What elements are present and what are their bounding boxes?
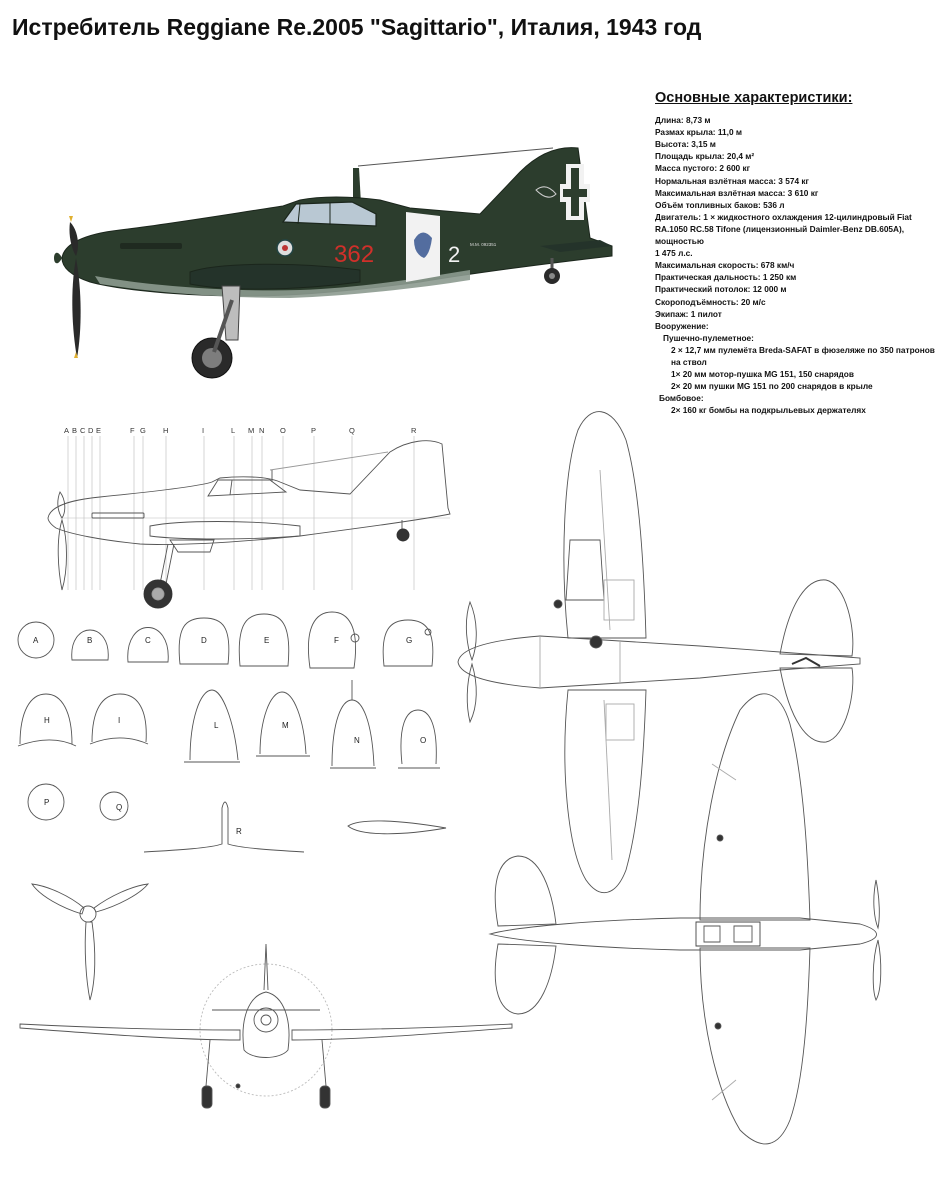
station-label-o: O bbox=[280, 426, 286, 435]
section-label-g: G bbox=[406, 636, 413, 645]
fuselage-number: 2 bbox=[448, 242, 461, 267]
bottom-view-drawing bbox=[490, 694, 881, 1144]
specifications-heading: Основные характеристики: bbox=[655, 90, 853, 106]
spec-empty-mass: Масса пустого: 2 600 кг bbox=[655, 163, 751, 174]
station-label-g: G bbox=[140, 426, 146, 435]
station-label-b: B bbox=[72, 426, 78, 435]
spec-armament: Вооружение: bbox=[655, 320, 709, 331]
spec-engine: Двигатель: 1 × жидкостного охлаждения 12-цилиндровый Fiat RA.1050 RC.58 Tifone (лицензионный Daimler-Benz DB.605A), мощностью bbox=[655, 211, 912, 247]
spec-max-speed: Максимальная скорость: 678 км/ч bbox=[655, 260, 795, 271]
section-label-d: D bbox=[201, 636, 207, 645]
station-label-f: F bbox=[130, 426, 135, 435]
spec-wing-area: Площадь крыла: 20,4 м² bbox=[655, 151, 755, 162]
propeller-front-view bbox=[32, 884, 148, 1000]
section-label-b: B bbox=[87, 636, 93, 645]
spec-wingspan: Размах крыла: 11,0 м bbox=[655, 127, 743, 138]
spec-max-takeoff-mass: Максимальная взлётная масса: 3 610 кг bbox=[655, 187, 819, 198]
section-label-i: I bbox=[118, 716, 121, 725]
section-label-m: M bbox=[282, 721, 289, 730]
spec-range: Практическая дальность: 1 250 км bbox=[655, 272, 797, 283]
side-view-drawing bbox=[48, 436, 450, 608]
station-label-h: H bbox=[163, 426, 169, 435]
serial-number: M.M. 092351 bbox=[470, 242, 497, 247]
front-view-drawing bbox=[20, 944, 512, 1108]
spec-fuel-volume: Объём топливных баков: 536 л bbox=[655, 199, 785, 210]
station-label-p: P bbox=[311, 426, 317, 435]
station-label-l: L bbox=[231, 426, 236, 435]
station-label-c: C bbox=[80, 426, 86, 435]
spec-bombs: 2× 160 кг бомбы на подкрыльевых держателях bbox=[671, 405, 866, 416]
section-label-n: N bbox=[354, 736, 360, 745]
section-label-o: O bbox=[420, 736, 427, 745]
spec-climb-rate: Скороподъёмность: 20 м/с bbox=[655, 296, 766, 307]
station-labels bbox=[64, 426, 417, 435]
station-label-a: A bbox=[64, 426, 70, 435]
section-label-c: C bbox=[145, 636, 151, 645]
spec-motor-cannon: 1× 20 мм мотор-пушка MG 151, 150 снарядов bbox=[671, 369, 854, 380]
station-label-n: N bbox=[259, 426, 265, 435]
section-label-a: A bbox=[33, 636, 39, 645]
top-view-drawing bbox=[458, 412, 860, 893]
station-label-e: E bbox=[96, 426, 102, 435]
spec-height: Высота: 3,15 м bbox=[655, 139, 716, 150]
spec-bomb-armament: Бомбовое: bbox=[659, 393, 704, 404]
spec-machine-guns: 2 × 12,7 мм пулемёта Breda-SAFAT в фюзеляже по 350 патронов на ствол bbox=[671, 344, 935, 367]
section-label-r: R bbox=[236, 827, 242, 836]
station-label-r: R bbox=[411, 426, 417, 435]
section-label-q: Q bbox=[116, 803, 123, 812]
spec-length: Длина: 8,73 м bbox=[655, 115, 711, 126]
station-label-i: I bbox=[202, 426, 205, 435]
spec-wing-cannons: 2× 20 мм пушки MG 151 по 200 снарядов в крыле bbox=[671, 381, 873, 392]
spec-crew: Экипаж: 1 пилот bbox=[655, 308, 722, 319]
section-label-l: L bbox=[214, 721, 219, 730]
page-title: Истребитель Reggiane Re.2005 "Sagittario", Италия, 1943 год bbox=[12, 14, 702, 40]
section-label-f: F bbox=[334, 636, 339, 645]
section-label-h: H bbox=[44, 716, 50, 725]
spec-normal-takeoff-mass: Нормальная взлётная масса: 3 574 кг bbox=[655, 175, 809, 186]
color-side-profile bbox=[54, 148, 612, 378]
cross-sections bbox=[18, 612, 446, 852]
station-label-d: D bbox=[88, 426, 94, 435]
spec-gun-armament: Пушечно-пулеметное: bbox=[663, 332, 754, 343]
section-label-e: E bbox=[264, 636, 270, 645]
station-label-m: M bbox=[248, 426, 255, 435]
station-label-q: Q bbox=[349, 426, 355, 435]
section-label-p: P bbox=[44, 798, 50, 807]
spec-engine-power: 1 475 л.с. bbox=[655, 248, 693, 259]
fuselage-code: 362 bbox=[334, 241, 375, 268]
spec-ceiling: Практический потолок: 12 000 м bbox=[655, 284, 787, 295]
